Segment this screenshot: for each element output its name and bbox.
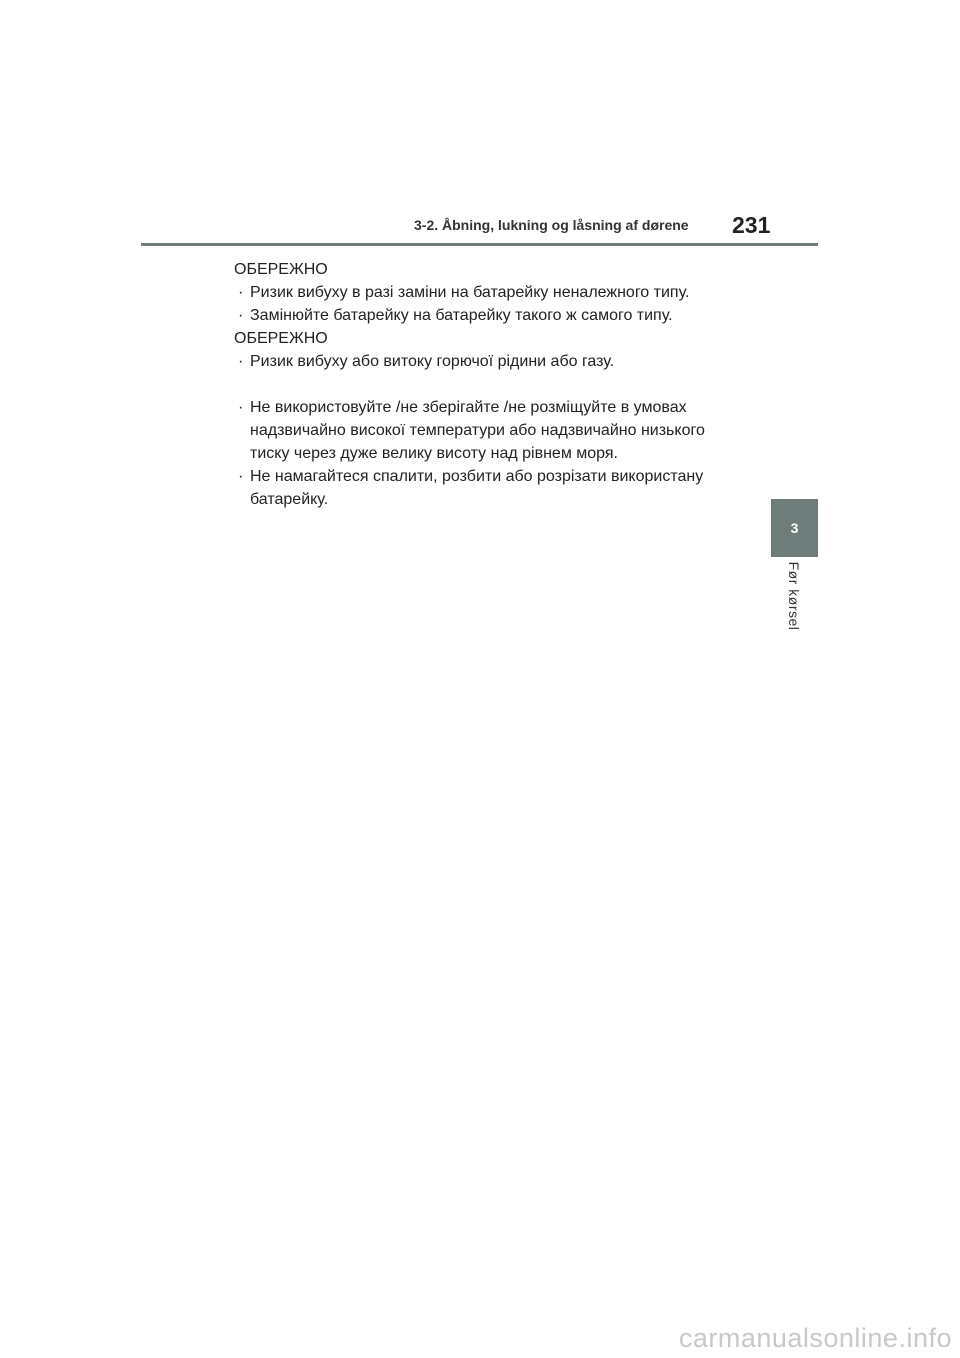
bullet-dot-icon: · <box>238 307 244 324</box>
bullet-dot-icon: · <box>238 468 244 485</box>
bullet-text: Ризик вибуху в разі заміни на батарейку неналежного типу. <box>250 284 690 301</box>
bullet-dot-icon: · <box>238 399 244 416</box>
bullet-text: Замінюйте батарейку на батарейку такого ж самого типу. <box>250 307 673 324</box>
bullet-item <box>234 396 724 465</box>
bullet-text: Не намагайтеся спалити, розбити або розрізати використану батарейку. <box>250 468 704 508</box>
caution-heading-1: ОБЕРЕЖНО <box>234 261 328 278</box>
bullet-item <box>234 350 724 373</box>
bullet-dot-icon: · <box>238 284 244 301</box>
watermark: carmanualsonline.info <box>678 1323 952 1353</box>
bullet-text: Не використовуйте /не зберігайте /не розміщуйте в умовах надзвичайно високої температури або надзвичайно низького тиску через дуже велику висоту над рівнем моря. <box>250 399 705 462</box>
bullet-item <box>234 304 724 327</box>
bullet-text: Ризик вибуху або витоку горючої рідини або газу. <box>250 353 615 370</box>
header-divider <box>141 243 818 246</box>
bullet-item <box>234 465 724 511</box>
bullet-item <box>234 281 724 304</box>
spacer <box>234 373 724 396</box>
chapter-label: Før kørsel <box>786 561 802 631</box>
bullet-dot-icon: · <box>238 353 244 370</box>
chapter-tab: 3 <box>771 499 818 557</box>
page-header-section-title: 3-2. Åbning, lukning og låsning af dørene <box>414 217 689 233</box>
page-number: 231 <box>732 212 771 238</box>
caution-heading-2: ОБЕРЕЖНО <box>234 330 328 347</box>
page-content <box>234 258 724 511</box>
